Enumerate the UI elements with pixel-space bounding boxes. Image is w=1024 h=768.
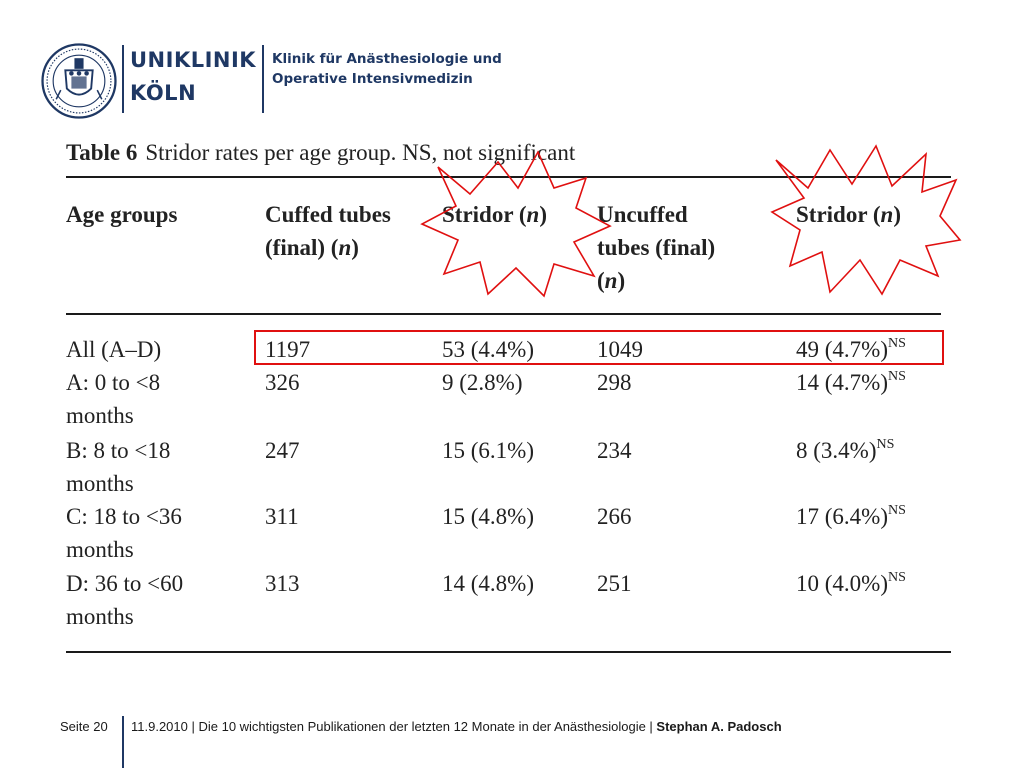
significance-mark: NS	[876, 437, 895, 452]
footer-page-label: Seite 20	[60, 719, 108, 734]
column-header-cuffed-tubes: Cuffed tubes (final) (n)	[265, 202, 391, 260]
significance-mark: NS	[887, 503, 906, 518]
footer-author: Stephan A. Padosch	[656, 719, 782, 734]
clinic-name-line2: Operative Intensivmedizin	[272, 71, 473, 87]
table-row-b-group: B: 8 to <18 months	[66, 438, 171, 496]
table-row-a-stridor-uncuffed: 14 $(4.7\%)^{NS}$	[796, 369, 906, 395]
table-row-b-uncuffed: 234	[597, 438, 632, 463]
table-row-c-stridor-cuffed: 15 (4.8%)	[442, 504, 534, 529]
table-row-c-group: C: 18 to <36 months	[66, 504, 182, 562]
table-header-rule	[66, 313, 941, 315]
column-header-stridor-uncuffed: Stridor (n)	[796, 202, 902, 227]
starburst-icon	[418, 150, 618, 300]
table-row-all-stridor-uncuffed: 49 $(4.7\%)^{NS}$	[796, 336, 906, 362]
table-row-c-cuffed: 311	[265, 504, 299, 529]
significance-mark: NS	[887, 570, 906, 585]
table-row-a-group: A: 0 to <8 months	[66, 370, 161, 428]
significance-mark: NS	[887, 336, 906, 351]
table-bottom-rule	[66, 651, 951, 653]
table-row-all-stridor-cuffed: 53 (4.4%)	[442, 337, 534, 362]
table-row-a-uncuffed: 298	[597, 370, 632, 395]
clinic-name	[272, 49, 532, 89]
header-divider	[122, 45, 124, 113]
table-row-d-cuffed: 313	[265, 571, 300, 596]
header-divider	[262, 45, 264, 113]
university-seal-icon	[41, 43, 117, 119]
table-row-a-cuffed: 326	[265, 370, 300, 395]
table-row-c-stridor-uncuffed: 17 $(6.4\%)^{NS}$	[796, 503, 906, 529]
column-header-age-groups: Age groups	[66, 202, 178, 227]
table-caption-text: Stridor rates per age group. NS, not significant	[145, 140, 576, 165]
footer-divider	[122, 716, 124, 768]
table-row-d-stridor-cuffed: 14 (4.8%)	[442, 571, 534, 596]
table-row-all-uncuffed: 1049	[597, 337, 643, 362]
table-row-b-cuffed: 247	[265, 438, 300, 463]
table-row-b-stridor-cuffed: 15 (6.1%)	[442, 438, 534, 463]
table-row-d-uncuffed: 251	[597, 571, 632, 596]
table-label: Table 6	[66, 140, 138, 165]
clinic-name-line1: Klinik für Anästhesiologie und	[272, 51, 502, 67]
column-header-uncuffed-tubes: Uncuffed tubes (final) (n)	[597, 202, 716, 293]
starburst-icon	[770, 144, 962, 300]
table-row-all-cuffed: 1197	[265, 337, 311, 362]
table-row-c-uncuffed: 266	[597, 504, 632, 529]
footer-info-text: 11.9.2010 | Die 10 wichtigsten Publikationen der letzten 12 Monate in der Anästhesiologie |	[131, 719, 657, 734]
table-row-d-stridor-uncuffed: 10 $(4.0\%)^{NS}$	[796, 570, 906, 596]
university-name	[130, 44, 262, 110]
table-row-d-group: D: 36 to <60 months	[66, 571, 184, 629]
highlight-box	[254, 330, 944, 365]
table-row-a-stridor-cuffed: 9 (2.8%)	[442, 370, 523, 395]
significance-mark: NS	[887, 369, 906, 384]
table-row-b-stridor-uncuffed: 8 $(3.4\%)^{NS}$	[796, 437, 895, 463]
table-row-all-group: All (A–D)	[66, 337, 162, 362]
university-name-line2: KÖLN	[130, 81, 197, 105]
footer-info	[131, 719, 782, 734]
column-header-stridor-cuffed: Stridor (n)	[442, 202, 548, 227]
university-name-line1: UNIKLINIK	[130, 48, 257, 72]
